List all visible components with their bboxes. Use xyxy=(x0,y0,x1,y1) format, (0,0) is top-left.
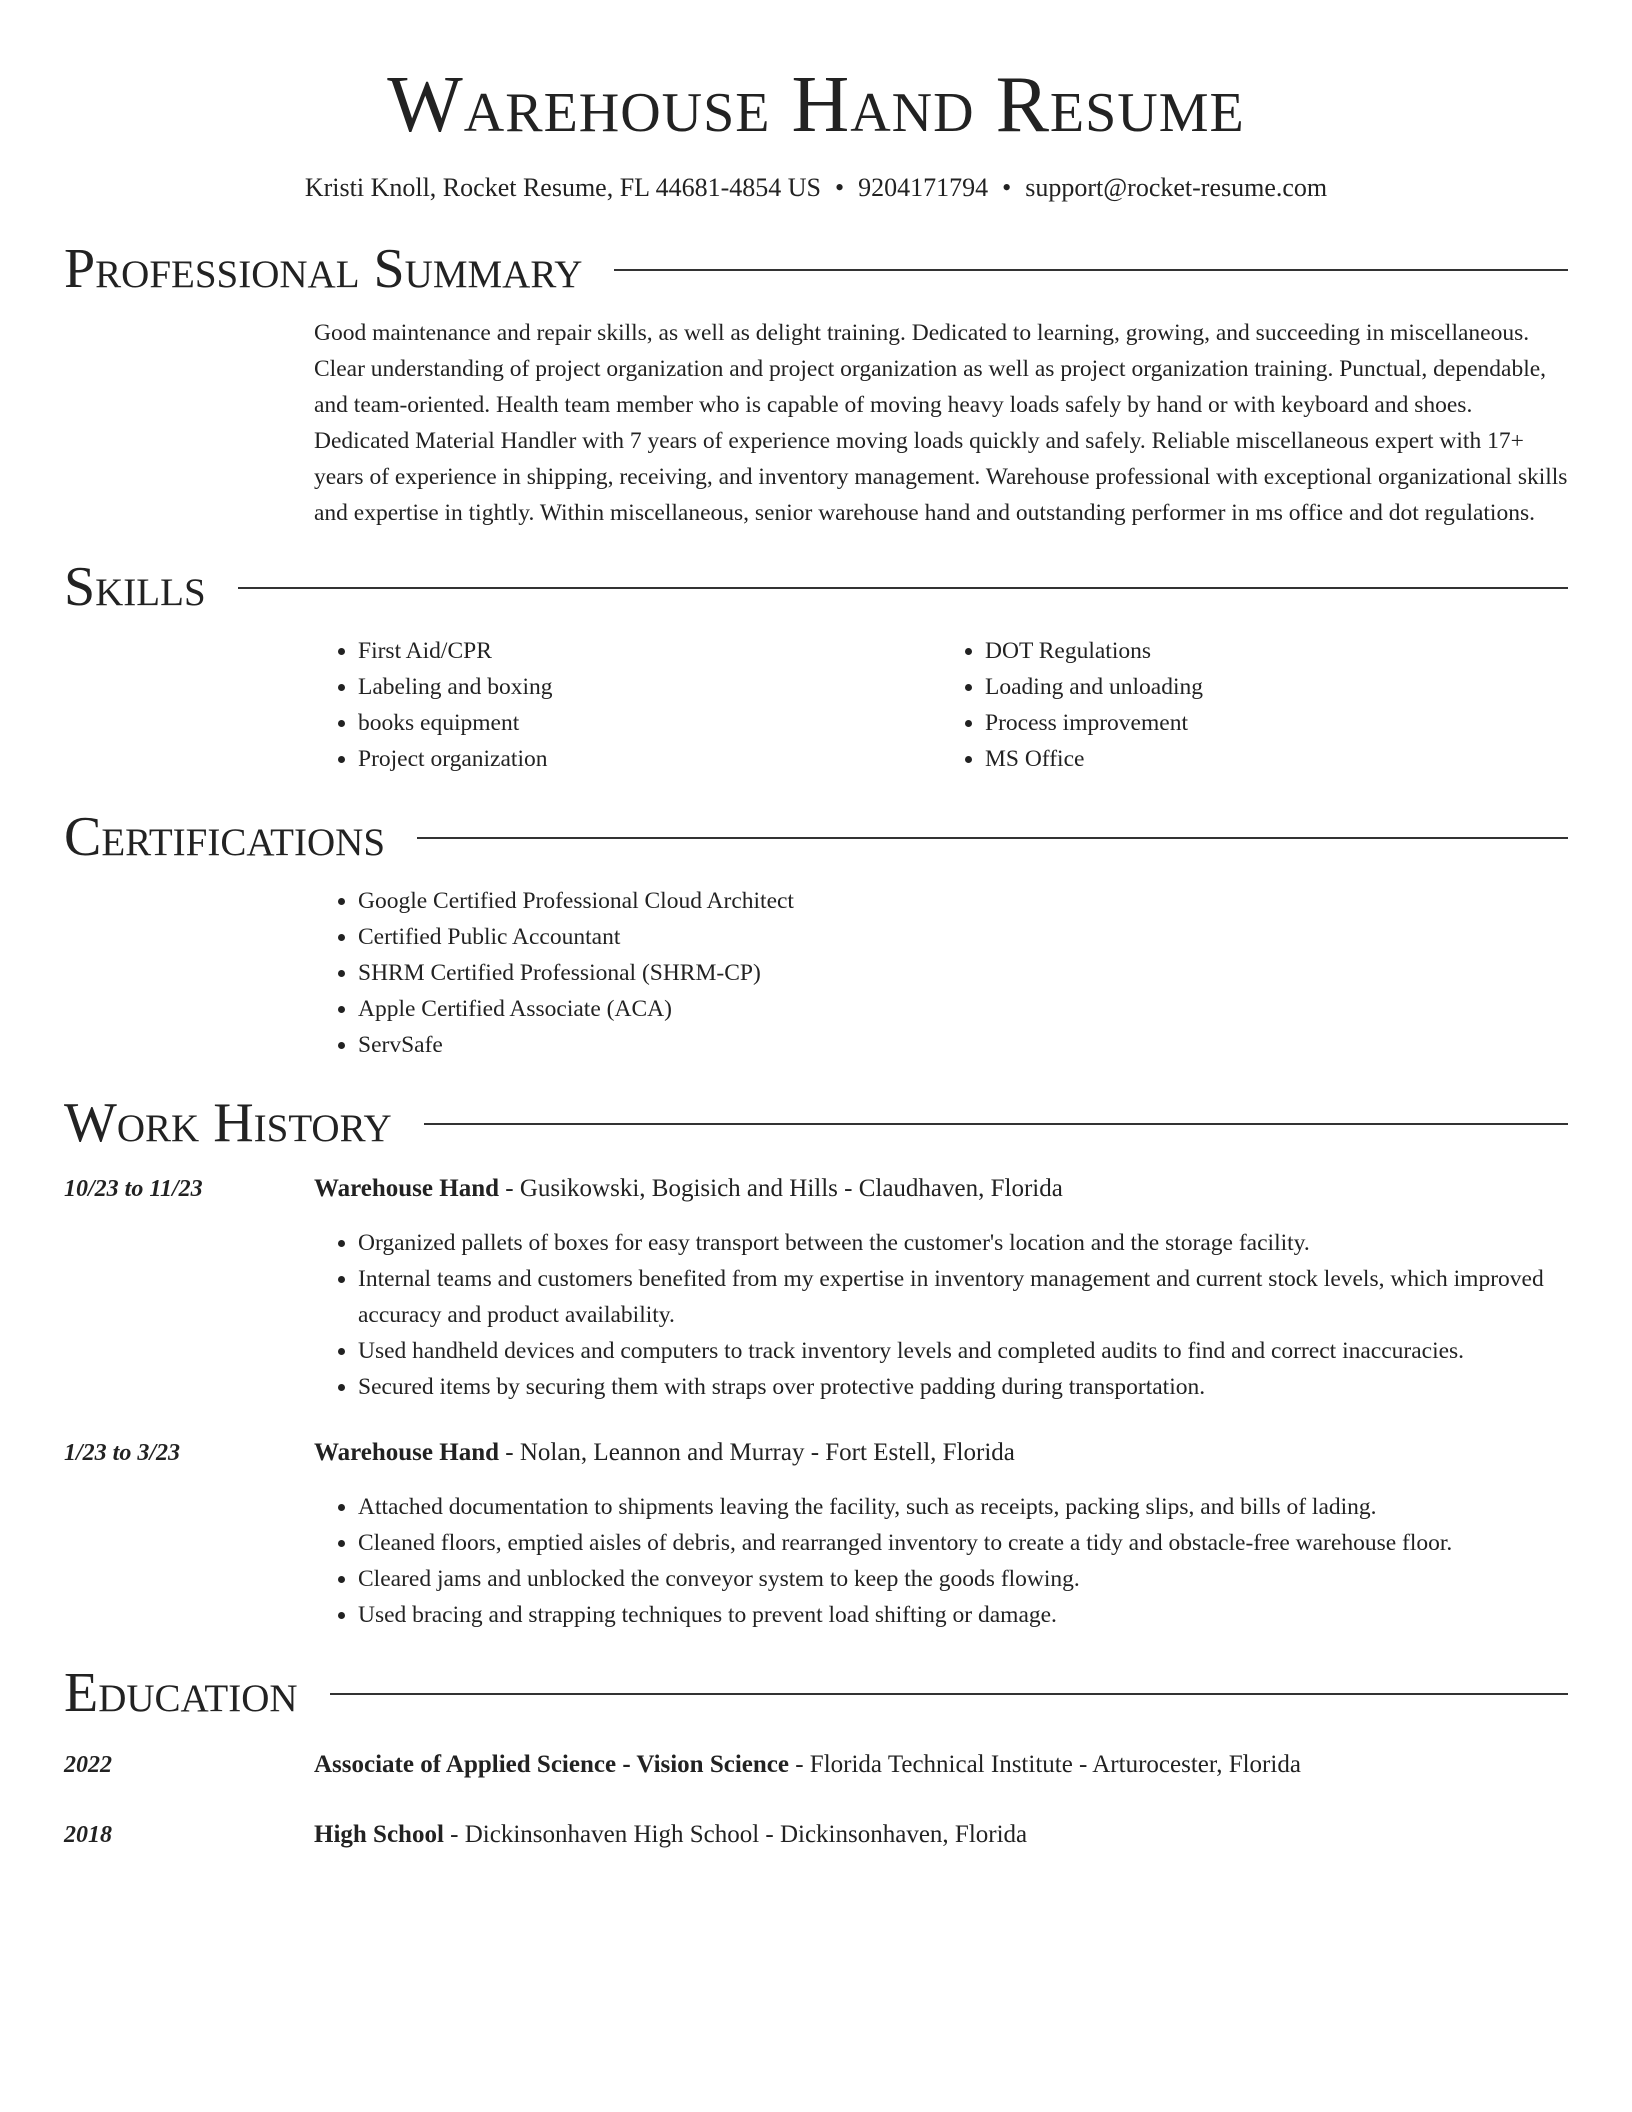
work-heading xyxy=(314,1435,1568,1471)
skills-list xyxy=(314,633,1568,777)
page-title: Warehouse Hand Resume xyxy=(387,61,1245,149)
section-title-skills: Skills xyxy=(64,556,206,618)
education-degree: High School xyxy=(314,1821,444,1848)
education-heading xyxy=(314,1817,1568,1853)
education-school: - Dickinsonhaven High School - Dickinsonhaven, Florida xyxy=(443,1821,1028,1848)
education-degree: Associate of Applied Science - Vision Science xyxy=(314,1751,789,1778)
work-dates: 10/23 to 11/23 xyxy=(64,1176,203,1202)
section-divider xyxy=(238,587,1568,589)
section-divider xyxy=(330,1693,1568,1695)
certification-item: • SHRM Certified Professional (SHRM-CP) xyxy=(358,955,1568,991)
skill-item: • First Aid/CPR xyxy=(358,633,941,669)
section-header-certifications xyxy=(64,805,1568,869)
contact-separator: • xyxy=(835,173,845,202)
work-heading xyxy=(314,1171,1568,1207)
contact-separator: • xyxy=(1002,173,1012,202)
education-entry xyxy=(64,1817,1568,1853)
section-header-skills xyxy=(64,555,1568,619)
work-bullet: • Cleared jams and unblocked the conveyor system to keep the goods flowing. xyxy=(358,1561,1568,1597)
work-bullet: • Used handheld devices and computers to track inventory levels and completed audits to find and correct inaccuracies. xyxy=(358,1333,1568,1369)
education-school: - Florida Technical Institute - Arturocester, Florida xyxy=(788,1751,1301,1778)
skill-item: • Loading and unloading xyxy=(985,669,1568,705)
work-entry-body xyxy=(314,1171,1568,1405)
section-title-work-history: Work History xyxy=(64,1092,392,1154)
section-header-work-history xyxy=(64,1091,1568,1155)
work-bullet: • Used bracing and strapping techniques to prevent load shifting or damage. xyxy=(358,1597,1568,1633)
skill-item: • Labeling and boxing xyxy=(358,669,941,705)
section-title-certifications: Certifications xyxy=(64,806,386,868)
skill-item: • DOT Regulations xyxy=(985,633,1568,669)
section-title-summary: Professional Summary xyxy=(64,238,583,300)
section-title-education: Education xyxy=(64,1662,298,1724)
work-bullet: • Attached documentation to shipments leaving the facility, such as receipts, packing slips, and bills of lading. xyxy=(358,1489,1568,1525)
education-year: 2018 xyxy=(64,1822,112,1848)
skill-item: • Project organization xyxy=(358,741,941,777)
skills-column-left xyxy=(314,633,941,777)
certifications-list xyxy=(314,883,1568,1063)
job-title: Warehouse Hand xyxy=(314,1439,499,1466)
skills-column-right xyxy=(941,633,1568,777)
job-employer: - Nolan, Leannon and Murray - Fort Estell, Florida xyxy=(499,1439,1015,1466)
work-entry xyxy=(64,1435,1568,1633)
work-bullets xyxy=(314,1225,1568,1405)
certification-item: • Google Certified Professional Cloud Architect xyxy=(358,883,1568,919)
work-bullet: • Secured items by securing them with straps over protective padding during transportation. xyxy=(358,1369,1568,1405)
work-entry xyxy=(64,1171,1568,1405)
contact-email: support@rocket-resume.com xyxy=(1025,173,1328,202)
education-year: 2022 xyxy=(64,1752,112,1778)
section-header-education xyxy=(64,1661,1568,1725)
skill-item: • books equipment xyxy=(358,705,941,741)
skill-item: • Process improvement xyxy=(985,705,1568,741)
work-entry-body xyxy=(314,1435,1568,1633)
education-entry xyxy=(64,1747,1568,1783)
summary-text: Good maintenance and repair skills, as well as delight training. Dedicated to learning, growing, and succeeding in miscellaneous. Clear understanding of project organization and project organization as well as project organization training. Punctual, dependable, and team-oriented. Health team member who is capable of moving heavy loads safely by hand or with keyboard and shoes. Dedicated Material Handler with 7 years of experience moving loads quickly and safely. Reliable miscellaneous expert with 17+ years of experience in shipping, receiving, and inventory management. Warehouse professional with exceptional organizational skills and expertise in tightly. Within miscellaneous, senior warehouse hand and outstanding performer in ms office and dot regulations. xyxy=(314,320,1568,526)
education-heading xyxy=(314,1747,1568,1783)
certification-item: • Apple Certified Associate (ACA) xyxy=(358,991,1568,1027)
contact-line xyxy=(64,170,1568,206)
contact-phone: 9204171794 xyxy=(858,173,989,202)
section-header-summary xyxy=(64,237,1568,301)
work-bullets xyxy=(314,1489,1568,1633)
job-title: Warehouse Hand xyxy=(314,1175,499,1202)
job-employer: - Gusikowski, Bogisich and Hills - Claudhaven, Florida xyxy=(499,1175,1063,1202)
contact-address: Kristi Knoll, Rocket Resume, FL 44681-4854 US xyxy=(304,173,821,202)
section-divider xyxy=(614,269,1568,271)
work-bullet: • Cleaned floors, emptied aisles of debris, and rearranged inventory to create a tidy and obstacle-free warehouse floor. xyxy=(358,1525,1568,1561)
work-bullet: • Organized pallets of boxes for easy transport between the customer's location and the storage facility. xyxy=(358,1225,1568,1261)
work-bullet: • Internal teams and customers benefited from my expertise in inventory management and current stock levels, which improved accuracy and product availability. xyxy=(358,1261,1568,1333)
section-divider xyxy=(417,837,1568,839)
certification-item: • ServSafe xyxy=(358,1027,1568,1063)
skill-item: • MS Office xyxy=(985,741,1568,777)
work-dates: 1/23 to 3/23 xyxy=(64,1440,181,1466)
section-divider xyxy=(424,1123,1568,1125)
certification-item: • Certified Public Accountant xyxy=(358,919,1568,955)
